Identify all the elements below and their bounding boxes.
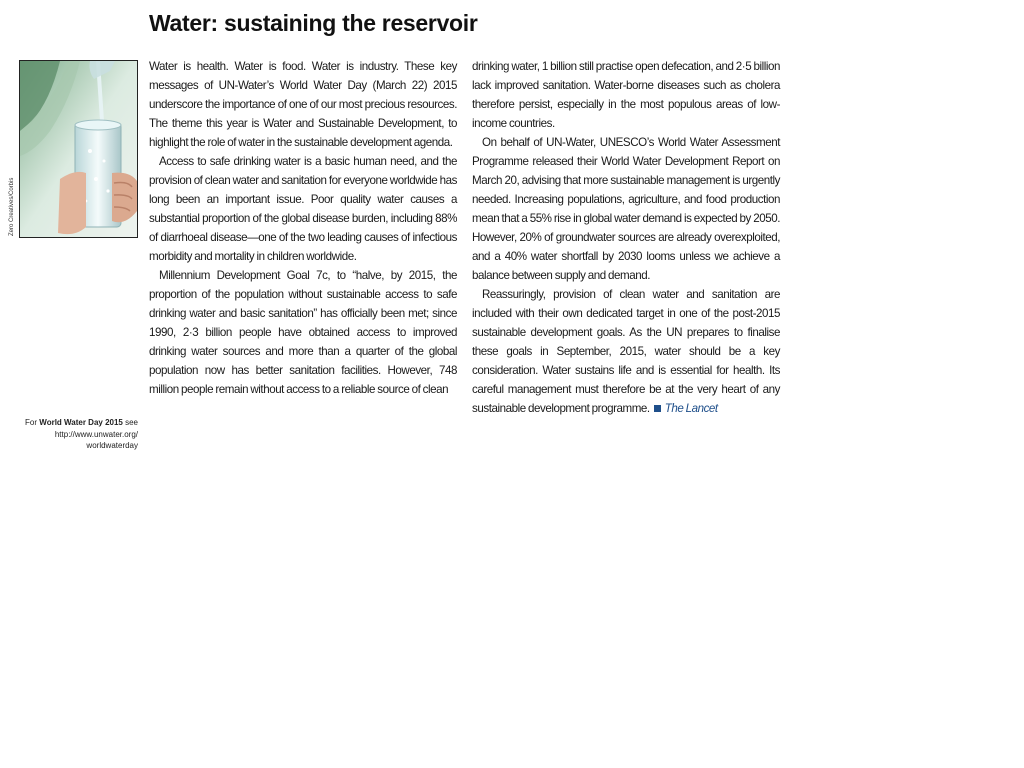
paragraph-2: Access to safe drinking water is a basic human need, and the provision of clean water and sanitation for everyone worldwide has long been an important issue. Poor quality water causes a substantial proportion of the global disease burden, including 88% of diarrhoeal disease—one of the two leading causes of infectious morbidity and mortality in children worldwide. [149,155,457,263]
paragraph-6 [472,285,780,418]
column-left [149,57,457,399]
sidenote-line [20,417,138,429]
sidenote [20,417,138,452]
article-title: Water: sustaining the reservoir [149,10,478,36]
paragraph-5: On behalf of UN-Water, UNESCO’s World Water Assessment Programme released their World Water Development Report on March 20, advising that more sustainable management is urgently needed. Increasing populations, agriculture, and food production mean that a 55% rise in global water demand is expected by 2050. However, 20% of groundwater sources are already overexploited, and a 40% water shortfall by 2030 looms unless we achieve a balance between supply and demand. [472,136,780,282]
water-glass-photo [19,60,138,238]
paragraph-4: drinking water, 1 billion still practise open defecation, and 2·5 billion lack improved sanitation. Water-borne diseases such as cholera therefore persist, especially in the most populous areas of low-income countries. [472,60,780,130]
signature: The Lancet [664,402,718,415]
sidenote-prefix: For [25,418,40,427]
column-right [472,57,780,418]
water-pouring-into-glass-photo [20,61,137,237]
sidenote-bold: World Water Day 2015 [39,418,123,427]
end-square-icon [654,405,661,412]
paragraph-3: Millennium Development Goal 7c, to “halve, by 2015, the proportion of the population without sustainable access to safe drinking water and basic sanitation” has officially been met; since 1990, 2·3 billion people have obtained access to improved drinking water sources and more than a quarter of the global population now has better sanitation facilities. However, 748 million people remain without access to a reliable source of clean [149,269,457,396]
paragraph-6-text: Reassuringly, provision of clean water and sanitation are included with their own dedicated target in one of the post-2015 sustainable development goals. As the UN prepares to finalise these goals in September, 2015, water should be a key consideration. Water sustains life and is essential for health. Its careful management must therefore be at the very heart of any sustainable development programme. [472,288,780,415]
paragraph-1: Water is health. Water is food. Water is industry. These key messages of UN-Water’s World Water Day (March 22) 2015 underscore the importance of one of our most precious resources. The theme this year is Water and Sustainable Development, to highlight the role of water in the sustainable development agenda. [149,60,457,149]
sidenote-url-2[interactable]: worldwaterday [86,441,138,450]
sidenote-url-1[interactable]: http://www.unwater.org/ [54,429,138,439]
sidenote-suffix: see [122,418,138,427]
